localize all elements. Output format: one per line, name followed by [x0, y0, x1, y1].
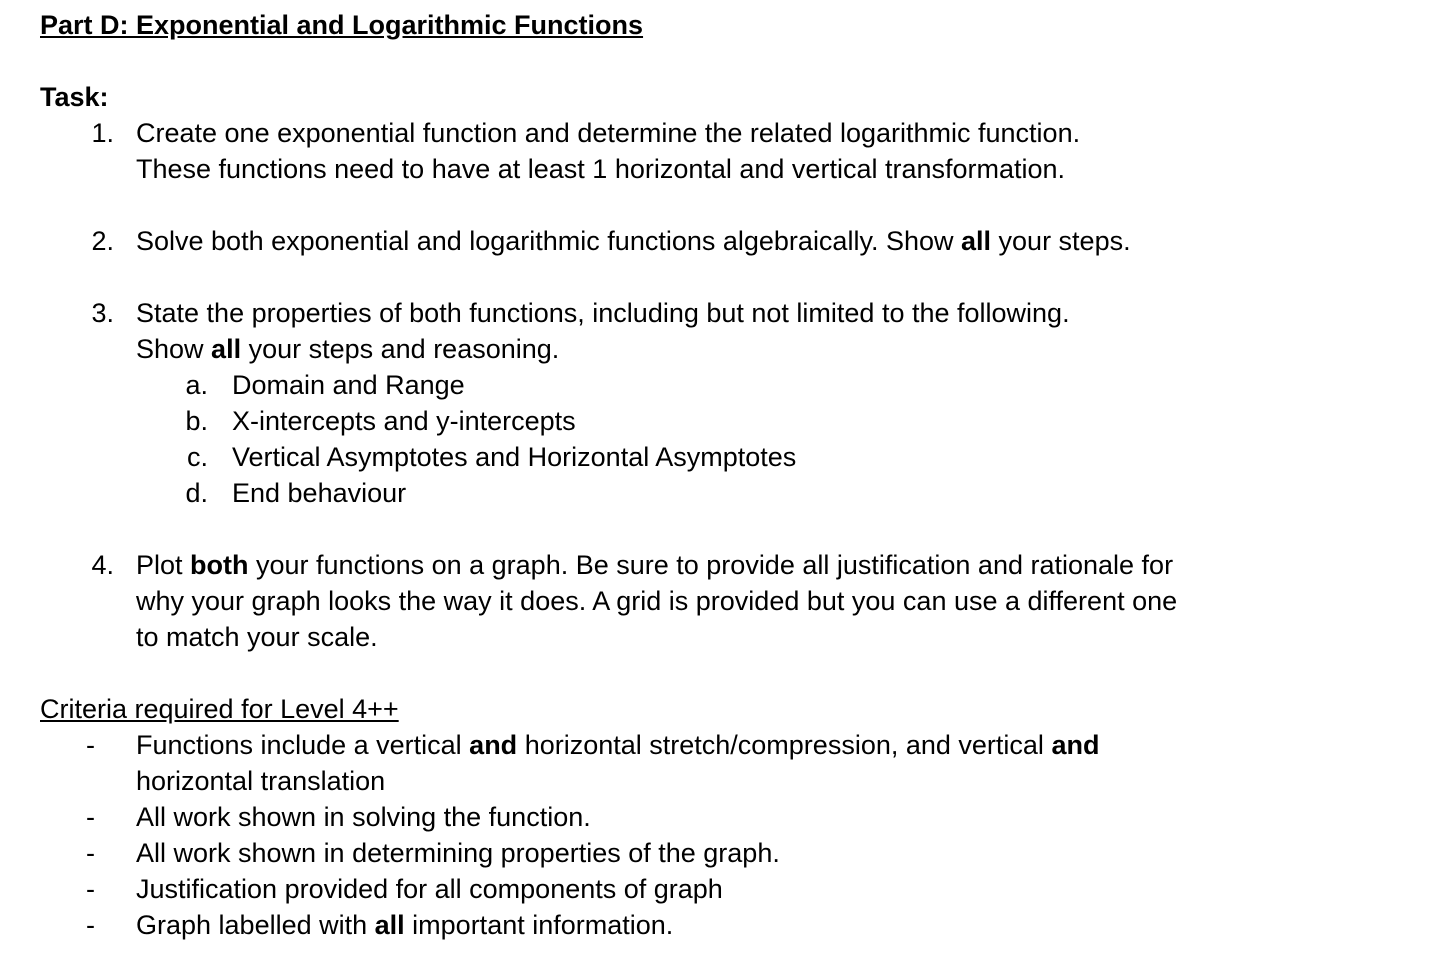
dash-bullet: - — [86, 730, 95, 760]
criteria-heading: Criteria required for Level 4++ — [40, 694, 399, 724]
task-item-number: 4. — [91, 550, 114, 580]
criteria-item-text — [136, 874, 723, 904]
task-item-number: 1. — [91, 118, 114, 148]
criteria-item-text — [136, 766, 385, 796]
task-item-text — [136, 118, 1080, 148]
text-run: Solve both exponential and logarithmic functions algebraically. Show — [136, 226, 961, 256]
text-run: your steps. — [991, 226, 1131, 256]
text-run: Justification provided for all components of graph — [136, 874, 723, 904]
criteria-item-text — [136, 802, 591, 832]
emphasis-text: both — [190, 550, 249, 580]
task-item-text — [136, 586, 1177, 616]
criteria-item-text — [136, 838, 780, 868]
emphasis-text: and — [469, 730, 518, 760]
dash-bullet: - — [86, 910, 95, 940]
task-item-text — [136, 334, 559, 364]
text-run: why your graph looks the way it does. A grid is provided but you can use a different one — [136, 586, 1178, 616]
text-run: All work shown in determining properties of the graph. — [136, 838, 780, 868]
text-run: All work shown in solving the function. — [136, 802, 591, 832]
text-run: These functions need to have at least 1 horizontal and vertical transformation. — [136, 154, 1066, 184]
text-run: horizontal translation — [136, 766, 386, 796]
text-run: State the properties of both functions, including but not limited to the following. — [136, 298, 1070, 328]
sub-item-text: Domain and Range — [232, 370, 465, 400]
page-title: Part D: Exponential and Logarithmic Functions — [40, 10, 644, 40]
text-run: Create one exponential function and determine the related logarithmic function. — [136, 118, 1081, 148]
emphasis-text: all — [211, 334, 242, 364]
task-heading: Task: — [40, 82, 109, 112]
sub-item-text: End behaviour — [232, 478, 407, 508]
task-item-number: 3. — [91, 298, 114, 328]
dash-bullet: - — [86, 874, 95, 904]
sub-item-text: X-intercepts and y-intercepts — [232, 406, 576, 436]
sub-item-letter: d. — [185, 478, 208, 508]
dash-bullet: - — [86, 838, 95, 868]
text-run: horizontal stretch/compression, and vertical — [517, 730, 1052, 760]
task-item-text — [136, 298, 1070, 328]
sub-item-letter: a. — [185, 370, 208, 400]
text-run: Plot — [136, 550, 191, 580]
task-item-text — [136, 550, 1173, 580]
sub-item-text: Vertical Asymptotes and Horizontal Asymptotes — [232, 442, 797, 472]
task-item-text — [136, 154, 1065, 184]
sub-item-letter: c. — [186, 442, 208, 472]
text-run: to match your scale. — [136, 622, 378, 652]
criteria-item-text — [136, 730, 1099, 760]
criteria-item-text — [136, 910, 673, 940]
emphasis-text: all — [374, 910, 405, 940]
emphasis-text: and — [1051, 730, 1100, 760]
task-item-number: 2. — [91, 226, 114, 256]
task-item-text — [136, 622, 378, 652]
dash-bullet: - — [86, 802, 95, 832]
emphasis-text: all — [961, 226, 992, 256]
sub-item-letter: b. — [185, 406, 208, 436]
text-run: important information. — [404, 910, 674, 940]
text-run: Graph labelled with — [136, 910, 375, 940]
text-run: your steps and reasoning. — [241, 334, 560, 364]
task-item-text — [136, 226, 1131, 256]
text-run: your functions on a graph. Be sure to provide all justification and rationale for — [248, 550, 1174, 580]
text-run: Functions include a vertical — [136, 730, 470, 760]
text-run: Show — [136, 334, 212, 364]
